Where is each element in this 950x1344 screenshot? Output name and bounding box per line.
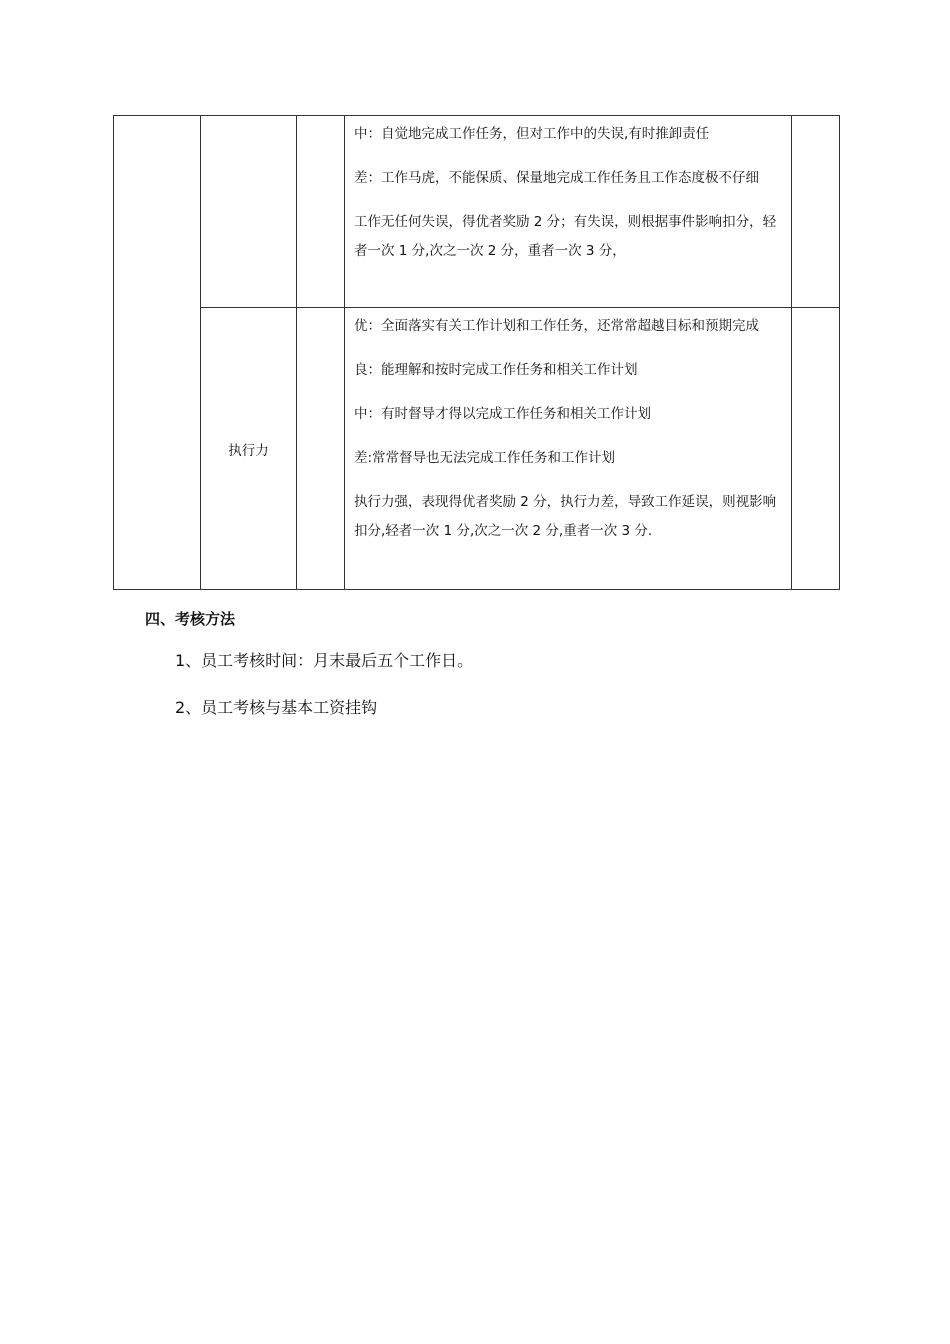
score-cell [297,308,345,590]
criteria-grade-mid: 中：有时督导才得以完成工作任务和相关工作计划 [354,406,651,422]
evaluation-table [113,115,840,590]
section-title: 四、考核方法 [145,610,236,628]
criteria-grade-poor: 差：工作马虎，不能保质、保量地完成工作任务且工作态度极不仔细 [354,170,759,186]
criteria-scoring-rule: 执行力强，表现得优者奖励 2 分，执行力差，导致工作延误，则视影响扣分,轻者一次 1 分,次之一次 2 分,重者一次 3 分. [354,494,777,539]
category-cell [114,116,201,590]
table-row [114,116,840,308]
score-cell [297,116,345,308]
item-cell-execution: 执行力 [201,308,297,590]
method-item-salary: 2、员工考核与基本工资挂钩 [175,698,378,717]
criteria-cell [345,116,792,308]
item-cell [201,116,297,308]
remark-cell [792,116,840,308]
table-row [114,308,840,590]
criteria-grade-mid: 中：自觉地完成工作任务，但对工作中的失误,有时推卸责任 [354,126,710,142]
criteria-cell [345,308,792,590]
criteria-grade-poor: 差:常常督导也无法完成工作任务和工作计划 [354,450,616,466]
remark-cell [792,308,840,590]
criteria-scoring-rule: 工作无任何失误，得优者奖励 2 分；有失误，则根据事件影响扣分，轻者一次 1 分,次之一次 2 分，重者一次 3 分， [354,214,777,259]
method-item-time: 1、员工考核时间：月末最后五个工作日。 [175,651,474,670]
criteria-grade-excellent: 优：全面落实有关工作计划和工作任务，还常常超越目标和预期完成 [354,318,759,334]
criteria-grade-good: 良：能理解和按时完成工作任务和相关工作计划 [354,362,638,378]
